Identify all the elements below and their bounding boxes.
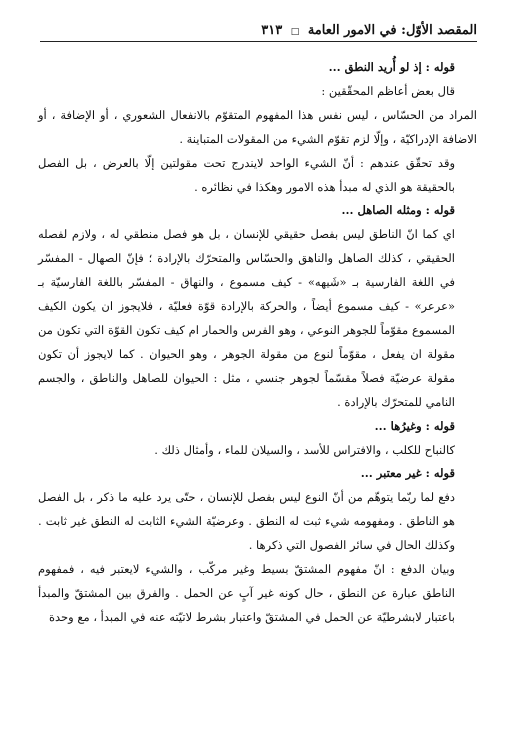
- paragraph: المراد من الحسّاس ، ليس نفس هذا المفهوم المتقوّم بالانفعال الشعوري ، أو الإضافة ، أو الاضافة الإدراكيّة ، وإلّا لزم تقوّم الشيء من المقولات المتباينة .: [38, 107, 477, 146]
- paragraph: وقد تحقّق عندهم : أنّ الشيء الواحد لايندرج تحت مقولتين إلّا بالعرض ، بل الفصل بالحقيقة هو الذي له مبدأ هذه الامور وهكذا في نظائره .: [38, 155, 455, 194]
- paragraph: دفع لما ربّما يتوهّم من أنّ النوع ليس بفصل للإنسان ، حتّى يرد عليه ما ذكر ، بل الفصل هو الناطق . ومفهومه شيء ثبت له النطق . وعرضيّة الشيء الثابت له النطق غير ثابت . وكذلك الحال في سائر الفصول التي ذكرها .: [38, 490, 455, 553]
- section-heading: قوله : ومثله الصاهل ...: [341, 203, 455, 218]
- paragraph: وبيان الدفع : انّ مفهوم المشتقّ بسيط وغير مركّب ، والشيء لايعتبر فيه ، فمفهوم الناطق عبارة عن النطق ، حال كونه غير آبٍ عن الحمل . والفرق بين المشتقّ والمبدأ باعتبار لابشرطيّة عن الحمل في المشتقّ واعتبار بشرط لاتيّته عنه في المبدأ ، مع وحدة: [38, 562, 455, 624]
- header-title: المقصد الأوّل: في الامور العامة: [307, 23, 477, 38]
- header-title-group: [261, 23, 477, 38]
- section-heading: قوله : غير معتبر ...: [360, 466, 455, 481]
- square-separator-icon: □: [290, 27, 300, 37]
- paragraph: قال بعض أعاظم المحقّقين :: [321, 83, 455, 98]
- paragraph: اي كما انّ الناطق ليس بفصل حقيقي للإنسان ، بل هو فصل منطقي له ، ولازم لفصله الحقيقي ، كذلك الصاهل والناهق والحسّاس والمتحرّك بالإرادة ؛ فإنّ الصهال - المفسّر في اللغة الفارسية بـ «شَيهه» - كيف مسموع ، والنهاق - المفسّر باللغة الفارسيّة بـ «عرعر» - كيف مسموع أيضاً ، والحركة بالإرادة قوّة فعليّة ، فلايجوز ان يكون الكيف المسموع مقوّماً للجوهر النوعي ، وهو الفرس والحمار ام كيف تكون القوّة التي تكون من مقولة ان يفعل ، مقوّماً لنوع من مقولة الجوهر ، وهو الحيوان . كما لايجوز أن تكون مقولة عرضيّة فصلاً مقسّماً لجوهر جنسي ، مثل : الحيوان للصاهل والناطق ، والجسم النامي للمتحرّك بالإرادة .: [38, 227, 455, 409]
- page-body: [38, 56, 477, 630]
- section-heading: قوله : إذ لو أُريد النطق ...: [328, 60, 455, 74]
- section-heading: قوله : وغيرُها ...: [374, 418, 455, 433]
- running-header: [40, 14, 477, 42]
- page-number: ٣١٣: [261, 23, 283, 38]
- paragraph: كالنباح للكلب ، والافتراس للأسد ، والسيلان للماء ، وأمثال ذلك .: [154, 442, 455, 457]
